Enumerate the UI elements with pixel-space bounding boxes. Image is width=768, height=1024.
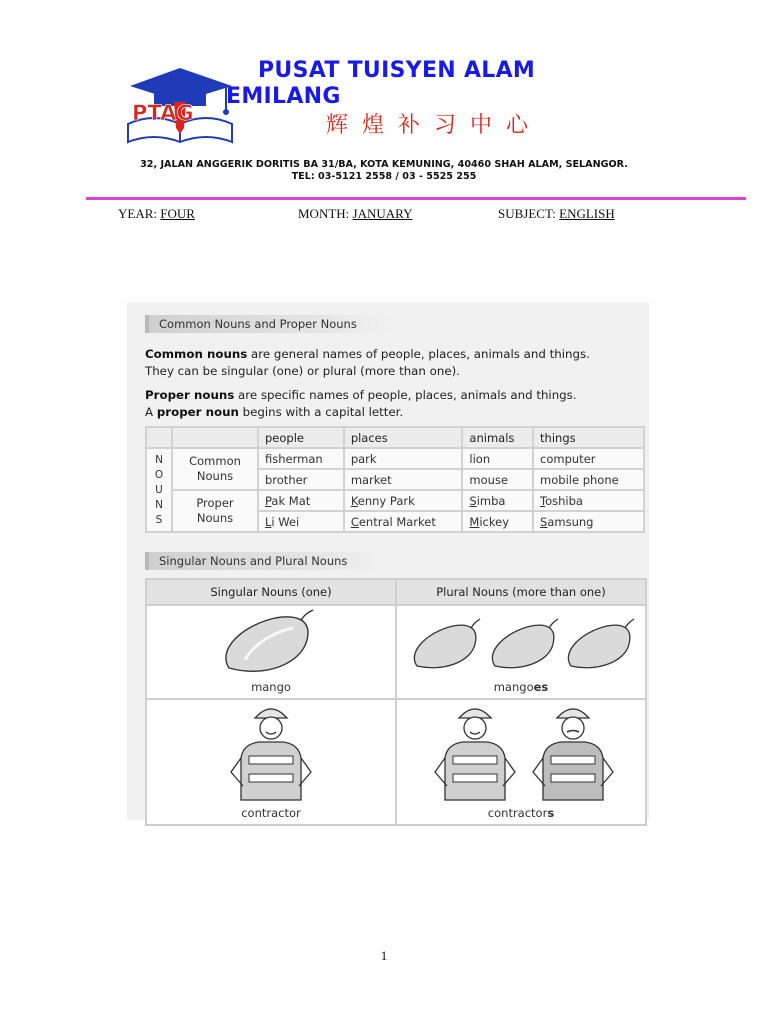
definition-proper-text: are specific names of people, places, animals and things. xyxy=(234,388,577,402)
nouns-letter: S xyxy=(155,513,163,526)
definition-common-text: are general names of people, places, animals and things. xyxy=(247,347,590,361)
definition-common-nouns xyxy=(145,347,590,362)
nouns-letter: N xyxy=(155,453,163,466)
school-name-line1: PUSAT TUISYEN ALAM xyxy=(258,58,536,83)
column-header: people xyxy=(258,427,344,448)
group-label-line: Proper xyxy=(196,496,234,510)
table-cell: mouse xyxy=(462,469,533,490)
definition-capital-letter xyxy=(145,405,403,420)
table-row xyxy=(146,699,646,825)
month-field xyxy=(298,206,413,222)
table-cell: computer xyxy=(533,448,644,469)
definition-singular-plural: They can be singular (one) or plural (more than one). xyxy=(145,364,460,378)
logo-text: PTAG xyxy=(132,101,194,125)
nouns-letter: N xyxy=(155,498,163,511)
contractors-suffix: s xyxy=(547,806,555,820)
month-label: MONTH: xyxy=(298,206,350,221)
subject-label: SUBJECT: xyxy=(498,206,556,221)
definition-proper-nouns xyxy=(145,388,577,403)
table-cell: Toshiba xyxy=(533,490,644,511)
proper-nouns-label xyxy=(172,490,258,532)
table-cell: lion xyxy=(462,448,533,469)
plural-header: Plural Nouns (more than one) xyxy=(396,579,646,605)
table-cell: brother xyxy=(258,469,344,490)
header-divider xyxy=(86,197,746,200)
table-row xyxy=(146,448,644,469)
column-header: places xyxy=(344,427,463,448)
common-nouns-label xyxy=(172,448,258,490)
article-text: A xyxy=(145,405,157,419)
year-label: YEAR: xyxy=(118,206,157,221)
group-label-line: Nouns xyxy=(196,511,234,525)
contractor-caption: contractor xyxy=(241,806,301,820)
table-cell: Simba xyxy=(462,490,533,511)
table-cell: fisherman xyxy=(258,448,344,469)
table-cell: market xyxy=(344,469,463,490)
contractors-stem: contractor xyxy=(487,806,548,820)
table-cell: Li Wei xyxy=(258,511,344,532)
column-header: animals xyxy=(462,427,533,448)
table-cell: Pak Mat xyxy=(258,490,344,511)
page-number: 1 xyxy=(380,948,388,963)
year-value: FOUR xyxy=(160,206,195,221)
table-cell: park xyxy=(344,448,463,469)
group-label-line: Common xyxy=(189,454,241,468)
month-value: JANUARY xyxy=(352,206,413,221)
subject-field xyxy=(498,206,615,222)
table-row xyxy=(146,490,644,511)
school-telephone: TEL: 03-5121 2558 / 03 - 5525 255 xyxy=(291,171,477,182)
worksheet-scan xyxy=(127,302,649,820)
table-row xyxy=(146,605,646,699)
contractors-caption xyxy=(397,806,645,820)
mangoes-suffix: es xyxy=(533,680,549,694)
table-cell: Central Market xyxy=(344,511,463,532)
term-common-nouns: Common nouns xyxy=(145,347,248,361)
header-blank xyxy=(172,427,258,448)
table-cell: Mickey xyxy=(462,511,533,532)
singular-header: Singular Nouns (one) xyxy=(146,579,396,605)
school-address: 32, JALAN ANGGERIK DORITIS BA 31/BA, KOTA KEMUNING, 40460 SHAH ALAM, SELANGOR. xyxy=(140,159,628,170)
group-label-line: Nouns xyxy=(196,469,234,483)
term-proper-noun: proper noun xyxy=(156,405,239,419)
nouns-letter: U xyxy=(155,483,163,496)
subject-value: ENGLISH xyxy=(559,206,615,221)
nouns-vertical-label xyxy=(146,448,172,532)
header-blank xyxy=(146,427,172,448)
section-heading-singular-plural: Singular Nouns and Plural Nouns xyxy=(145,552,385,570)
nouns-table xyxy=(145,426,645,533)
table-header-row xyxy=(146,427,644,448)
singular-plural-table xyxy=(145,578,647,826)
column-header: things xyxy=(533,427,644,448)
table-cell: Samsung xyxy=(533,511,644,532)
contractor-singular-cell xyxy=(146,699,396,825)
mango-singular-cell xyxy=(146,605,396,699)
year-field xyxy=(118,206,195,222)
term-proper-nouns: Proper nouns xyxy=(145,388,235,402)
table-header-row xyxy=(146,579,646,605)
mangoes-caption xyxy=(397,680,645,694)
section-heading-common-proper: Common Nouns and Proper Nouns xyxy=(145,315,395,333)
mango-caption: mango xyxy=(251,680,291,694)
table-cell: mobile phone xyxy=(533,469,644,490)
mangoes-stem: mango xyxy=(493,680,534,694)
mango-plural-cell xyxy=(396,605,646,699)
table-cell: Kenny Park xyxy=(344,490,463,511)
school-name-chinese: 辉煌补习中心 xyxy=(326,113,543,138)
capital-letter-text: begins with a capital letter. xyxy=(238,405,404,419)
school-name-line2: EMILANG xyxy=(226,84,341,109)
contractor-plural-cell xyxy=(396,699,646,825)
ptag-logo xyxy=(124,62,236,146)
nouns-letter: O xyxy=(154,468,164,481)
